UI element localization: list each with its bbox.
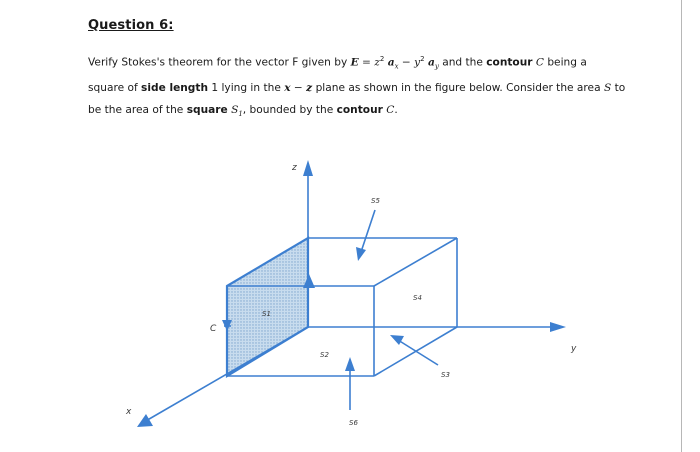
surface-label-s5: S5 [371, 197, 380, 205]
plane-dash: − [290, 82, 307, 95]
statement-text: plane as shown in the figure below. Consider the area [312, 82, 604, 95]
plane-symbol: z [306, 82, 313, 95]
contour-label: C [210, 324, 217, 334]
surface-label-s2: S2 [320, 351, 329, 359]
s5-arrowhead [356, 247, 366, 261]
square-s1-surface [227, 238, 308, 376]
z-axis-arrowhead [303, 160, 313, 176]
unit-vector: a [387, 56, 395, 69]
bold-term: contour [336, 103, 383, 116]
statement-text: and the [438, 56, 487, 69]
equation-part: − y [398, 56, 421, 69]
s3-arrowhead [390, 335, 404, 345]
surface-label-s4: S4 [413, 294, 422, 302]
equation-part: = z [358, 56, 380, 69]
square-symbol: S [231, 103, 239, 116]
x-axis-arrowhead [137, 414, 153, 427]
field-symbol: E [350, 56, 359, 69]
bold-term: square [186, 103, 228, 116]
statement-text: be the area of the [88, 103, 187, 116]
y-axis-arrowhead [550, 322, 566, 332]
contour-symbol: C [386, 103, 395, 116]
statement-text: square of [88, 82, 142, 95]
s5-normal [361, 210, 375, 252]
cube-edge [374, 238, 457, 286]
s6-arrowhead [345, 357, 355, 371]
unit-subscript: x [394, 62, 399, 71]
statement-text: to [611, 82, 626, 95]
area-symbol: S [603, 82, 612, 95]
exponent: 2 [379, 55, 385, 63]
surface-label-s1: S1 [262, 310, 271, 318]
axis-label-z: z [292, 163, 297, 173]
s3-normal [398, 340, 438, 365]
plane-symbol: x [284, 82, 291, 95]
axis-label-x: x [126, 407, 132, 417]
bold-term: contour [486, 56, 533, 69]
unit-subscript: y [434, 62, 439, 71]
surface-label-s6: S6 [349, 419, 358, 427]
statement-text: Verify Stokes's theorem for the vector F given by [88, 56, 351, 69]
surface-label-s3: S3 [441, 371, 450, 379]
contour-symbol: C [535, 56, 544, 69]
statement-text: 1 lying in the [208, 82, 285, 95]
statement-text: . [394, 103, 398, 116]
axis-label-y: y [571, 344, 577, 354]
unit-vector: a [428, 56, 435, 69]
statement-text: , bounded by the [242, 103, 337, 116]
exponent: 2 [420, 55, 425, 63]
question-heading: Question 6: [88, 18, 174, 33]
page-edge-divider [681, 0, 682, 452]
statement-text: being a [543, 56, 587, 69]
bold-term: side length [141, 82, 208, 95]
square-subscript: 1 [238, 109, 243, 118]
